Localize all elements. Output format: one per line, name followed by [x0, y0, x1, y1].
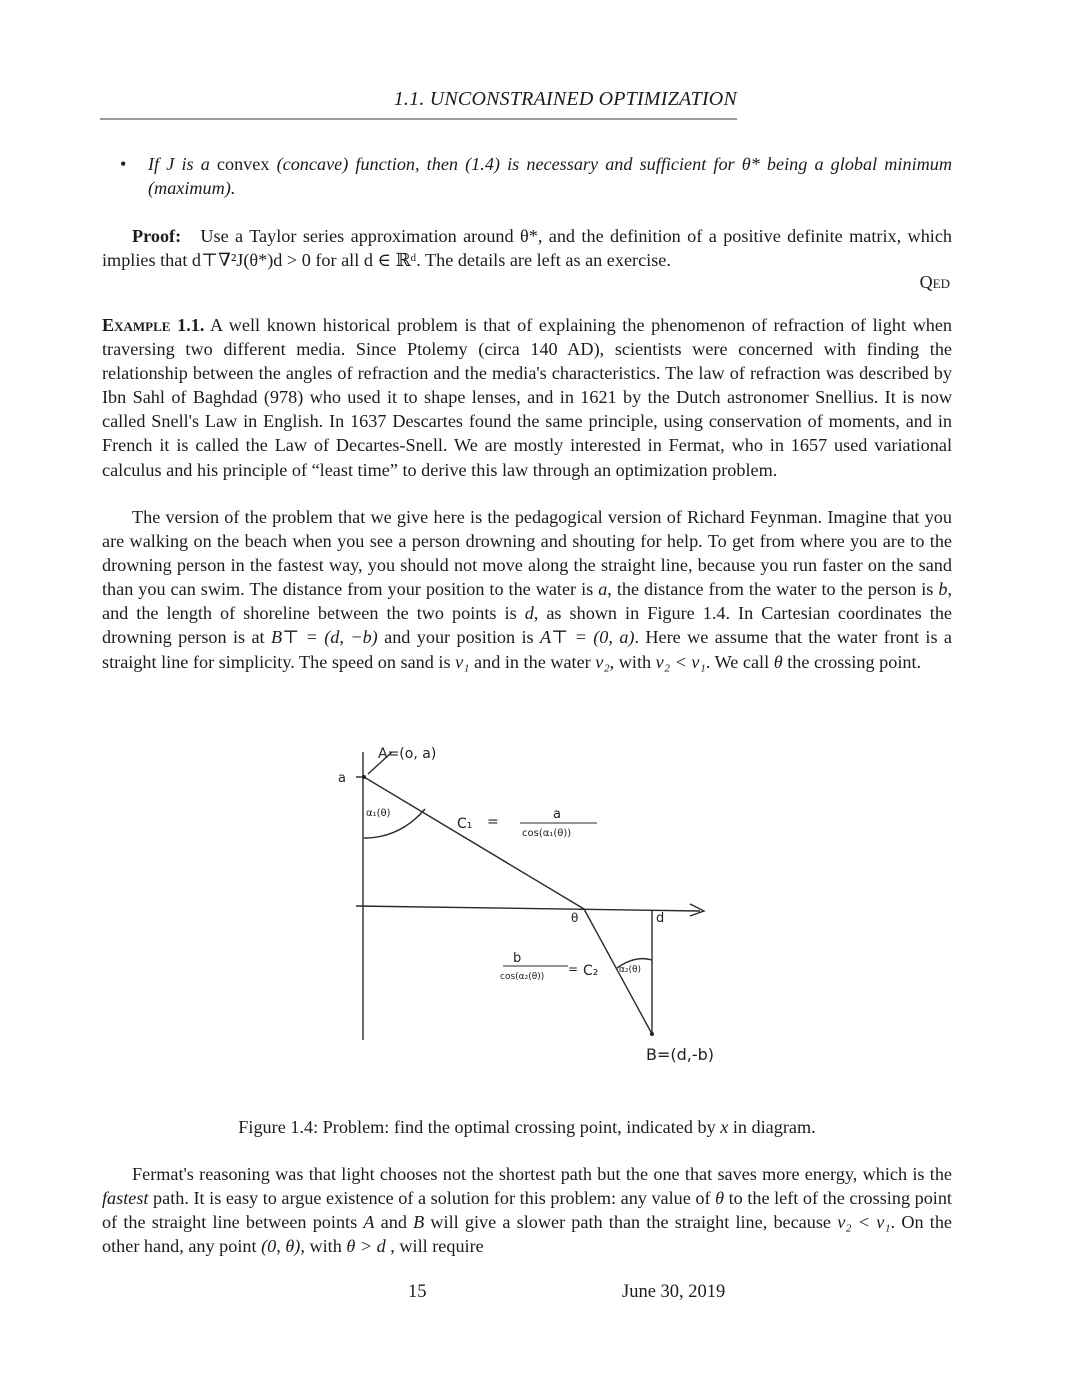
header-rule	[100, 118, 737, 120]
bullet-text	[148, 152, 952, 200]
label-alpha1: α₁(θ)	[366, 808, 391, 819]
footer-date: June 30, 2019	[622, 1282, 726, 1302]
math-theta: θ	[715, 1188, 725, 1209]
example-paragraph	[102, 313, 952, 482]
fermat-paragraph	[102, 1162, 952, 1258]
label-c1: C₁	[457, 816, 473, 832]
text-run: and your position is	[377, 627, 540, 648]
text-run: , as shown in Figure 1.4. In Cartesian coordinates the drowning person is at	[102, 603, 952, 648]
label-a-axis: a	[338, 771, 346, 786]
text-run: Fermat's reasoning was that light chooses not the shortest path but the one that saves more energy, which is the	[132, 1164, 952, 1184]
math-point: (0, θ)	[261, 1236, 301, 1257]
text-run: , will require	[385, 1236, 484, 1257]
figure-caption	[102, 1117, 952, 1138]
label-c1-numerator: a	[553, 807, 561, 822]
label-c1-denominator: cos(α₁(θ))	[522, 828, 572, 839]
text-run: The version of the problem that we give here is the pedagogical version of Richard Feynman. Imagine that you are walking on the beach when you see a person drowning and shouting for help. To get from where you are to the drowning person in the fastest way, you should not move along the straight line, because you run faster on the sand than you can swim. The distance from your position to the water is	[102, 507, 952, 600]
bullet-convex: convex	[216, 154, 270, 174]
math-a: a	[598, 579, 608, 600]
emphasis-fastest: fastest	[102, 1188, 149, 1209]
text-run: and in the water	[469, 651, 596, 672]
text-run: , with	[609, 651, 656, 672]
proof-text: Use a Taylor series approximation around θ*, and the definition of a positive definite matrix, which implies that d⊤∇²J(θ*)d > 0 for all d ∈ ℝᵈ. The details are left as an exercise.	[102, 226, 953, 271]
text-run: . On the other hand, any point	[102, 1212, 952, 1257]
text-run: . Here we assume that the water front is a straight line for simplicity. The speed on sand is	[102, 627, 952, 672]
label-c1-equals: =	[487, 814, 499, 830]
caption-math-x: x	[720, 1117, 729, 1137]
path-segment-c1	[364, 777, 584, 909]
math-inequality: v₂ < v₁	[655, 651, 706, 672]
bullet-lead: If J is a	[148, 154, 217, 174]
refraction-diagram	[320, 735, 740, 1075]
point-b	[650, 1032, 654, 1036]
header-title: 1.1. UNCONSTRAINED OPTIMIZATION	[393, 88, 737, 110]
label-theta: θ	[571, 911, 579, 925]
math-theta: θ	[773, 651, 783, 672]
math-condition: θ > d	[346, 1236, 386, 1257]
page-number: 15	[408, 1282, 427, 1302]
example-label: Example 1.1.	[102, 315, 205, 335]
label-alpha2: α₂(θ)	[619, 965, 642, 975]
label-a-point: A=(o, a)	[378, 746, 437, 762]
label-d: d	[656, 911, 665, 926]
label-c2: C₂	[583, 963, 599, 979]
label-b-point: B=(d,-b)	[646, 1045, 715, 1064]
caption-text: Figure 1.4: Problem: find the optimal crossing point, indicated by	[238, 1117, 721, 1137]
bullet-rest: (concave) function, then (1.4) is necessary and sufficient for θ* being a global minimum (maximum).	[148, 154, 952, 199]
bullet-marker: •	[120, 154, 127, 174]
label-c2-equals: =	[568, 962, 579, 976]
proof-paragraph	[102, 224, 952, 272]
text-run: to the left of the crossing point of the straight line between points	[102, 1188, 952, 1233]
example-text: A well known historical problem is that of explaining the phenomenon of refraction of light when traversing two different media. Since Ptolemy (circa 140 AD), scientists were concerned with finding the relationship between the angles of refraction and the media's characteristics. The law of refraction was described by Ibn Sahl of Baghdad (978) who used it to shape lenses, and in 1621 by the Dutch astronomer Snellius. It is now called Snell's Law in English. In 1637 Descartes found the same principle, using conservation of moments, and in French it is called the Law of Decartes-Snell. We are mostly interested in Fermat, who in 1657 used variational calculus and his principle of “least time” to derive this law through an optimization problem.	[102, 315, 953, 480]
caption-text: in diagram.	[728, 1117, 816, 1137]
point-a	[362, 775, 366, 779]
math-v1: v₁	[455, 651, 470, 672]
feynman-paragraph	[102, 505, 952, 674]
text-run: . We call	[705, 651, 774, 672]
axis-arrow-icon	[690, 904, 704, 916]
label-c2-numerator: b	[513, 951, 522, 966]
text-run: the crossing point.	[782, 651, 922, 672]
math-a: A	[363, 1212, 375, 1233]
math-inequality: v₂ < v₁	[837, 1212, 891, 1233]
text-run: will give a slower path than the straight line, because	[424, 1212, 838, 1233]
text-run: and	[374, 1212, 414, 1233]
math-a-position: A⊤ = (0, a)	[540, 627, 635, 648]
bullet-item	[120, 152, 952, 200]
math-b: B	[413, 1212, 425, 1233]
running-header	[100, 88, 737, 118]
text-run: , the distance from the water to the person is	[607, 579, 939, 600]
label-c2-denominator: cos(α₂(θ))	[500, 972, 545, 982]
text-run: path. It is easy to argue existence of a solution for this problem: any value of	[148, 1188, 716, 1209]
math-b-position: B⊤ = (d, −b)	[270, 627, 378, 648]
proof-label: Proof:	[132, 226, 182, 246]
math-v2: v₂	[595, 651, 610, 672]
shoreline-axis	[356, 906, 700, 911]
text-run: , and the length of shoreline between the two points is	[102, 579, 952, 624]
math-d: d	[524, 603, 534, 624]
qed-mark: Qed	[919, 272, 950, 292]
math-b: b	[938, 579, 948, 600]
text-run: , with	[300, 1236, 347, 1257]
